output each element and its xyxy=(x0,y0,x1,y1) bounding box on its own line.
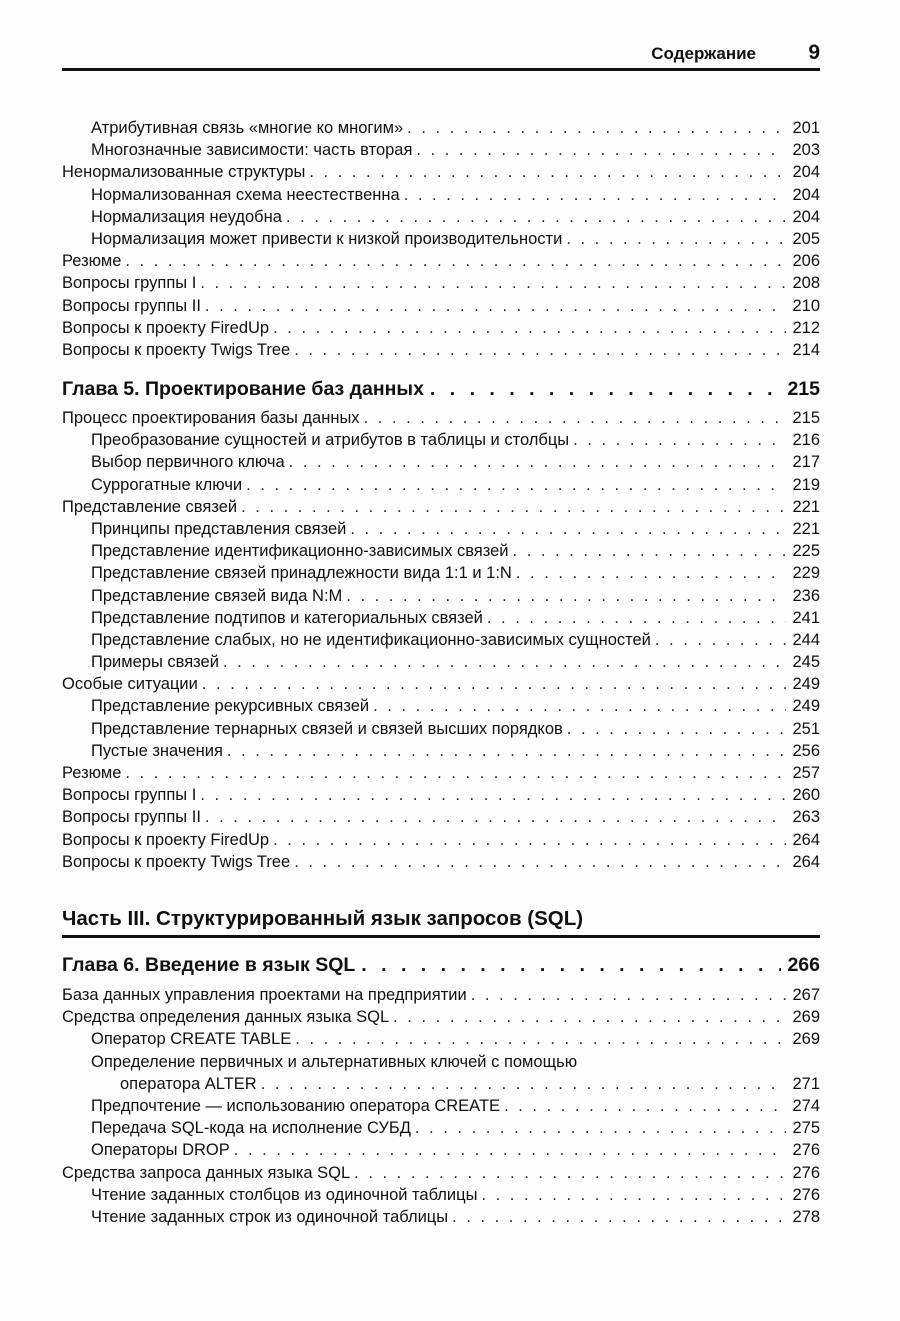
leader-dots xyxy=(200,784,786,806)
toc-entry[interactable] xyxy=(62,829,820,851)
toc-entry-title: Представление связей xyxy=(62,497,238,516)
toc-entry-title: Преобразование сущностей и атрибутов в таблицы и столбцы xyxy=(91,431,570,450)
toc-entry-page: 249 xyxy=(792,675,820,694)
toc-entry-page: 216 xyxy=(792,431,820,450)
toc-entry[interactable] xyxy=(62,184,820,206)
leader-dots xyxy=(309,161,786,183)
leader-dots xyxy=(393,1006,786,1028)
toc-entry-page: 245 xyxy=(792,653,820,672)
toc-entry-page: 257 xyxy=(792,764,820,782)
toc-entry-title: Представление подтипов и категориальных связей xyxy=(91,608,483,627)
toc-entry-title: Представление слабых, но не идентификационно-зависимых сущностей xyxy=(91,630,651,649)
toc-entry-title: Выбор первичного ключа xyxy=(91,453,285,472)
toc-chapter6-heading-wrap xyxy=(62,949,820,981)
toc-entry-title: Определение первичных и альтернативных ключей с помощью xyxy=(91,1052,578,1071)
toc-entry-title: Принципы представления связей xyxy=(91,519,347,538)
leader-dots xyxy=(125,250,786,272)
toc-entry-title: Атрибутивная связь «многие ко многим» xyxy=(91,119,404,137)
toc-entry[interactable] xyxy=(62,295,820,317)
toc-entry-page: 276 xyxy=(792,1163,820,1182)
toc-entry-title: Вопросы группы I xyxy=(62,274,197,293)
toc-entry[interactable] xyxy=(62,1073,820,1095)
toc-entry[interactable] xyxy=(62,429,820,451)
leader-dots xyxy=(573,429,786,451)
toc-entry-page: 244 xyxy=(792,630,820,649)
toc-entry-page: 214 xyxy=(792,340,820,359)
toc-entry-title: Средства определения данных языка SQL xyxy=(62,1008,390,1027)
leader-dots xyxy=(200,272,786,294)
leader-dots xyxy=(364,407,786,429)
leader-dots xyxy=(295,1028,786,1050)
toc-entry-page: 215 xyxy=(792,409,820,427)
leader-dots xyxy=(205,295,786,317)
toc-entry-page: 225 xyxy=(792,542,820,561)
toc-entry-page: 264 xyxy=(792,852,820,871)
leader-dots xyxy=(407,117,786,139)
leader-dots xyxy=(202,673,786,695)
toc-chapter-heading[interactable] xyxy=(62,949,820,981)
toc-entry[interactable] xyxy=(62,651,820,673)
toc-entry-title: Суррогатные ключи xyxy=(91,475,243,494)
toc-entry-title: Представление связей принадлежности вида 1:1 и 1:N xyxy=(91,564,512,583)
toc-entry-page: 217 xyxy=(792,453,820,472)
toc-entry-title: Оператор CREATE TABLE xyxy=(91,1030,292,1049)
toc-entry[interactable] xyxy=(62,317,820,339)
leader-dots xyxy=(415,1117,786,1139)
toc-entry[interactable] xyxy=(62,673,820,695)
toc-entry-page: 267 xyxy=(792,986,820,1004)
leader-dots xyxy=(246,474,786,496)
toc-entry[interactable] xyxy=(62,1051,820,1073)
toc-entry-page: 205 xyxy=(792,229,820,248)
running-header xyxy=(62,40,820,71)
toc-entry-page: 212 xyxy=(792,318,820,337)
toc-entry[interactable] xyxy=(62,607,820,629)
leader-dots xyxy=(273,317,786,339)
part-title: Часть III. Структурированный язык запросов (SQL) xyxy=(62,907,584,930)
toc-entry-page: 256 xyxy=(792,741,820,760)
toc-entry-page: 208 xyxy=(792,274,820,293)
toc-entry-page: 264 xyxy=(792,830,820,849)
toc-entry[interactable] xyxy=(62,1095,820,1117)
toc-entry-title: Средства запроса данных языка SQL xyxy=(62,1163,351,1182)
chapter-title: Глава 5. Проектирование баз данных xyxy=(62,378,424,400)
leader-dots xyxy=(471,984,786,1006)
toc-entry-title: Многозначные зависимости: часть вторая xyxy=(91,141,413,160)
toc-entry-page: 274 xyxy=(792,1096,820,1115)
leader-dots xyxy=(125,762,786,784)
toc-entry-page: 269 xyxy=(792,1030,820,1049)
toc-block-chapter5 xyxy=(62,407,820,873)
toc-entry[interactable] xyxy=(62,474,820,496)
toc-entry-page: 269 xyxy=(792,1008,820,1027)
leader-dots xyxy=(516,562,786,584)
leader-dots xyxy=(373,695,786,717)
toc-entry[interactable] xyxy=(62,1162,820,1184)
leader-dots xyxy=(567,718,786,740)
toc-entry-title: Резюме xyxy=(62,252,122,271)
chapter-page: 266 xyxy=(787,954,820,976)
leader-dots xyxy=(223,651,786,673)
toc-entry-page: 271 xyxy=(792,1074,820,1093)
toc-entry[interactable] xyxy=(62,1117,820,1139)
leader-dots xyxy=(481,1184,786,1206)
toc-entry-page: 221 xyxy=(792,497,820,516)
toc-entry[interactable] xyxy=(62,585,820,607)
toc-entry-title: База данных управления проектами на предприятии xyxy=(62,986,467,1004)
toc-entry[interactable] xyxy=(62,206,820,228)
toc-entry-page: 251 xyxy=(792,719,820,738)
toc-entry[interactable] xyxy=(62,228,820,250)
leader-dots xyxy=(513,540,786,562)
leader-dots xyxy=(354,1162,786,1184)
toc-entry[interactable] xyxy=(62,984,820,1006)
toc-entry-title: Нормализация неудобна xyxy=(91,207,282,226)
toc-entry[interactable] xyxy=(62,272,820,294)
leader-dots xyxy=(487,607,786,629)
chapter-page: 215 xyxy=(787,378,820,400)
leader-dots xyxy=(261,1073,786,1095)
leader-dots xyxy=(655,629,786,651)
toc-entry-title: Вопросы к проекту FiredUp xyxy=(62,830,270,849)
toc-entry[interactable] xyxy=(62,117,820,139)
toc-entry[interactable] xyxy=(62,139,820,161)
toc-entry-page: 206 xyxy=(792,252,820,271)
toc-entry-title: Резюме xyxy=(62,764,122,782)
toc-entry-page: 278 xyxy=(792,1207,820,1226)
toc-entry[interactable] xyxy=(62,740,820,762)
toc-entry-title: Вопросы к проекту Twigs Tree xyxy=(62,340,291,359)
toc-entry[interactable] xyxy=(62,339,820,361)
toc-entry-page: 249 xyxy=(792,697,820,716)
toc-entry-page: 201 xyxy=(792,119,820,137)
leader-dots xyxy=(286,206,786,228)
toc-entry[interactable] xyxy=(62,161,820,183)
toc-entry-title: Нормализация может привести к низкой производительности xyxy=(91,229,563,248)
part-heading xyxy=(62,907,820,938)
toc-entry-page: 263 xyxy=(792,808,820,827)
toc-entry-page: 219 xyxy=(792,475,820,494)
toc-entry[interactable] xyxy=(62,250,820,272)
toc-entry-title: Вопросы к проекту Twigs Tree xyxy=(62,852,291,871)
toc-entry[interactable] xyxy=(62,851,820,873)
toc-entry-page: 276 xyxy=(792,1185,820,1204)
toc-entry-page: 203 xyxy=(792,141,820,160)
toc-chapter5-heading-wrap xyxy=(62,373,820,405)
toc-entry[interactable] xyxy=(62,496,820,518)
chapter-title: Глава 6. Введение в язык SQL xyxy=(62,954,356,976)
toc-entry-title: Пустые значения xyxy=(91,741,223,760)
toc-entry[interactable] xyxy=(62,407,820,429)
toc-entry-title: Процесс проектирования базы данных xyxy=(62,409,360,427)
toc-entry-title: Предпочтение — использованию оператора CREATE xyxy=(91,1096,501,1115)
leader-dots xyxy=(205,806,786,828)
toc-entry-page: 276 xyxy=(792,1141,820,1160)
leader-dots xyxy=(566,228,786,250)
toc-entry-title: Вопросы к проекту FiredUp xyxy=(62,318,270,337)
leader-dots xyxy=(404,184,786,206)
toc-entry-title: Представление тернарных связей и связей высших порядков xyxy=(91,719,563,738)
toc-entry[interactable] xyxy=(62,1184,820,1206)
toc-entry-title: Вопросы группы II xyxy=(62,296,201,315)
toc-entry-title: Примеры связей xyxy=(91,653,219,672)
leader-dots xyxy=(234,1139,786,1161)
leader-dots xyxy=(346,585,786,607)
leader-dots xyxy=(416,139,786,161)
leader-dots xyxy=(452,1206,786,1228)
page-number: 9 xyxy=(808,41,820,64)
toc-entry-page: 204 xyxy=(792,163,820,182)
toc-entry[interactable] xyxy=(62,451,820,473)
running-header-title: Содержание xyxy=(651,44,756,63)
leader-dots xyxy=(294,851,786,873)
leader-dots xyxy=(241,496,786,518)
toc-entry-page: 204 xyxy=(792,207,820,226)
toc-entry-title: Особые ситуации xyxy=(62,675,198,694)
toc-entry-title: Вопросы группы I xyxy=(62,786,197,805)
toc-entry-title: Чтение заданных столбцов из одиночной таблицы xyxy=(91,1185,478,1204)
toc-entry[interactable] xyxy=(62,695,820,717)
leader-dots xyxy=(294,339,786,361)
toc-entry-page: 221 xyxy=(792,519,820,538)
toc-entry-title: Ненормализованные структуры xyxy=(62,163,306,182)
leader-dots xyxy=(350,518,786,540)
toc-entry[interactable] xyxy=(62,806,820,828)
toc-entry-title: Представление рекурсивных связей xyxy=(91,697,370,716)
toc-entry[interactable] xyxy=(62,1139,820,1161)
leader-dots xyxy=(289,451,786,473)
leader-dots xyxy=(273,829,786,851)
leader-dots xyxy=(430,373,782,405)
toc-entry[interactable] xyxy=(62,784,820,806)
toc-entry[interactable] xyxy=(62,562,820,584)
toc-block-chapter6 xyxy=(62,984,820,1228)
leader-dots xyxy=(504,1095,786,1117)
toc-entry[interactable] xyxy=(62,518,820,540)
toc-entry-title: Передача SQL-кода на исполнение СУБД xyxy=(91,1119,411,1138)
toc-entry[interactable] xyxy=(62,540,820,562)
toc-entry[interactable] xyxy=(62,1006,820,1028)
toc-entry-page: 236 xyxy=(792,586,820,605)
toc-chapter-heading[interactable] xyxy=(62,373,820,405)
toc-entry-page: 229 xyxy=(792,564,820,583)
toc-entry[interactable] xyxy=(62,762,820,784)
toc-entry-page: 260 xyxy=(792,786,820,805)
toc-entry-title: Нормализованная схема неестественна xyxy=(91,185,400,204)
toc-entry-title: Представление идентификационно-зависимых связей xyxy=(91,542,509,561)
toc-block-chapter4-end xyxy=(62,117,820,361)
leader-dots xyxy=(361,949,781,981)
toc-entry[interactable] xyxy=(62,718,820,740)
toc-entry-title: Чтение заданных строк из одиночной таблицы xyxy=(91,1207,449,1226)
toc-entry[interactable] xyxy=(62,629,820,651)
toc-entry[interactable] xyxy=(62,1206,820,1228)
toc-entry-page: 204 xyxy=(792,185,820,204)
toc-entry-title: Представление связей вида N:M xyxy=(91,586,343,605)
leader-dots xyxy=(227,740,786,762)
toc-entry[interactable] xyxy=(62,1028,820,1050)
toc-entry-page: 275 xyxy=(792,1119,820,1138)
toc-entry-title: оператора ALTER xyxy=(120,1074,257,1093)
toc-entry-page: 210 xyxy=(792,296,820,315)
toc-entry-page: 241 xyxy=(792,608,820,627)
toc-entry-title: Операторы DROP xyxy=(91,1141,230,1160)
toc-entry-title: Вопросы группы II xyxy=(62,808,201,827)
